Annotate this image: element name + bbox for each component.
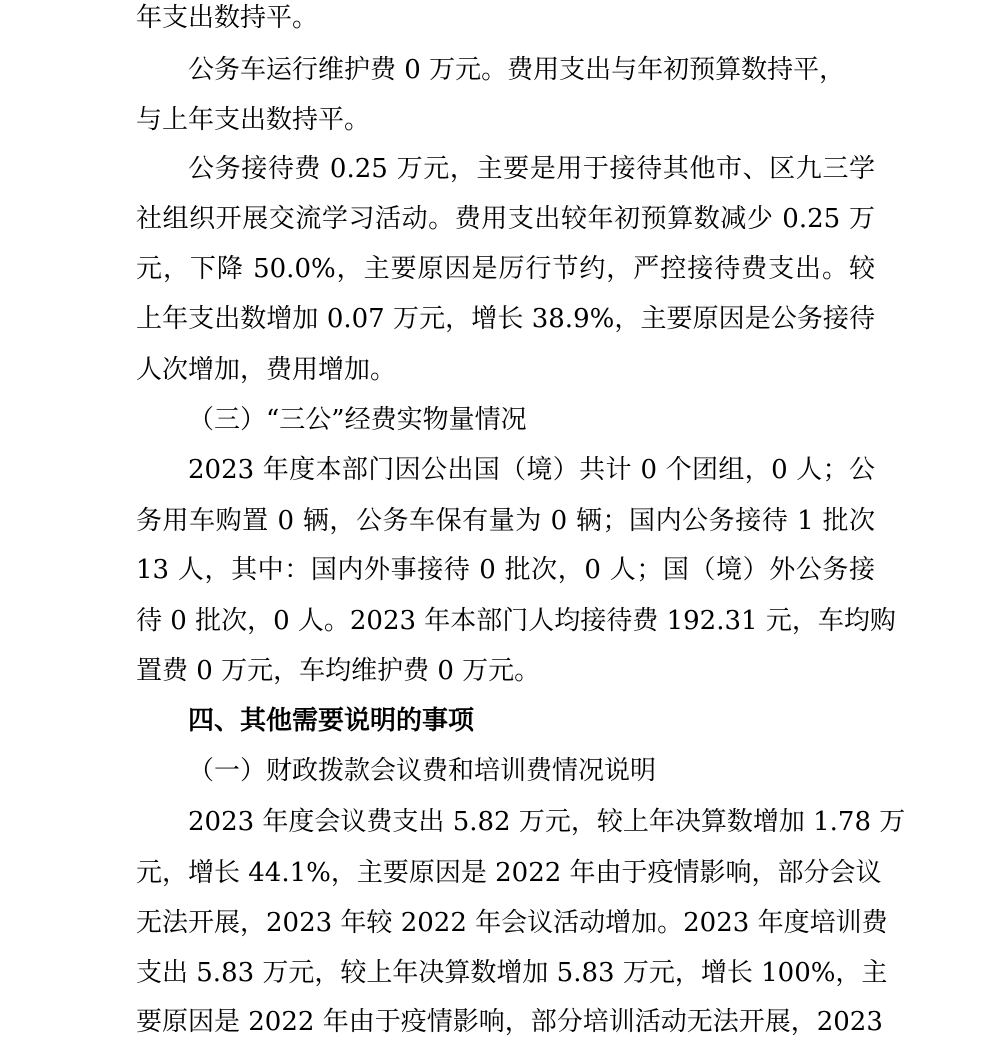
section-heading: （三）“三公”经费实物量情况: [188, 405, 527, 435]
text-line: 元，增长 44.1%，主要原因是 2022 年由于疫情影响，部分会议: [136, 858, 882, 888]
text-line: 社组织开展交流学习活动。费用支出较年初预算数减少 0.25 万: [136, 204, 875, 234]
text-line: 2023 年度会议费支出 5.82 万元，较上年决算数增加 1.78 万: [188, 807, 906, 837]
text-line: 支出 5.83 万元，较上年决算数增加 5.83 万元，增长 100%，主: [136, 958, 888, 988]
text-line: 上年支出数增加 0.07 万元，增长 38.9%，主要原因是公务接待: [136, 304, 875, 334]
text-line: 年支出数持平。: [136, 3, 319, 33]
text-line: 务用车购置 0 辆，公务车保有量为 0 辆；国内公务接待 1 批次: [136, 506, 875, 536]
text-line: 公务车运行维护费 0 万元。费用支出与年初预算数持平，: [188, 55, 846, 85]
text-line: 元，下降 50.0%，主要原因是厉行节约，严控接待费支出。较: [136, 254, 875, 284]
text-line: 与上年支出数持平。: [136, 105, 371, 135]
text-line: 2023 年度本部门因公出国（境）共计 0 个团组，0 人；公: [188, 455, 875, 485]
chapter-heading: 四、其他需要说明的事项: [188, 706, 475, 736]
text-line: 无法开展，2023 年较 2022 年会议活动增加。2023 年度培训费: [136, 908, 888, 938]
text-line: 人次增加，费用增加。: [136, 355, 397, 385]
text-line: 公务接待费 0.25 万元，主要是用于接待其他市、区九三学: [188, 154, 875, 184]
text-line: 要原因是 2022 年由于疫情影响，部分培训活动无法开展，2023: [136, 1007, 883, 1037]
text-line: 待 0 批次，0 人。2023 年本部门人均接待费 192.31 元，车均购: [136, 606, 896, 636]
section-heading: （一）财政拨款会议费和培训费情况说明: [188, 756, 657, 786]
text-line: 13 人，其中：国内外事接待 0 批次，0 人；国（境）外公务接: [136, 555, 875, 585]
text-line: 置费 0 万元，车均维护费 0 万元。: [136, 656, 541, 686]
